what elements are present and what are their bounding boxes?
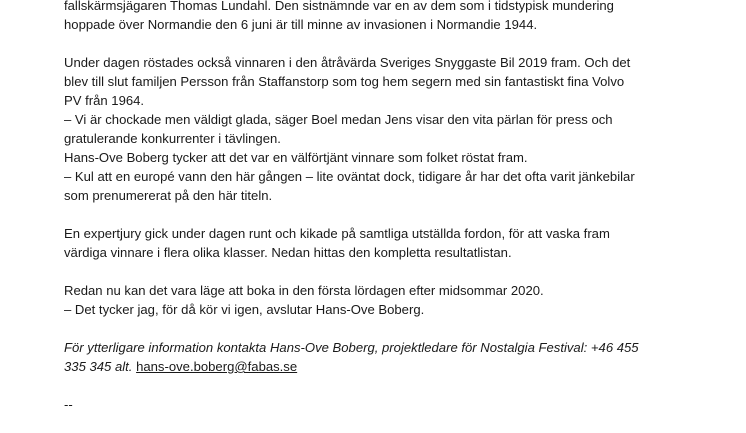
- text-line: Redan nu kan det vara läge att boka in den första lördagen efter midsommar 2020.: [64, 283, 544, 298]
- text-line: – Vi är chockade men väldigt glada, säger Boel medan Jens visar den vita pärlan för press och: [64, 112, 613, 127]
- text-line: fallskärmsjägaren Thomas Lundahl. Den sistnämnde var en av dem som i tidstypisk mundering: [64, 0, 614, 13]
- text-line: PV från 1964.: [64, 93, 145, 108]
- paragraph-booking: [64, 281, 704, 319]
- text-line: blev till slut familjen Persson från Staffanstorp som tog hem segern med sin fantastiskt fina Volvo: [64, 74, 625, 89]
- paragraph-parachutist: [64, 0, 704, 34]
- paragraph-car-award: [64, 53, 704, 205]
- text-line: hoppade över Normandie den 6 juni är till minne av invasionen i Normandie 1944.: [64, 17, 538, 32]
- text-line: – Kul att en europé vann den här gången – lite oväntat dock, tidigare år har det ofta varit jänkebilar: [64, 169, 635, 184]
- text-line: En expertjury gick under dagen runt och kikade på samtliga utställda fordon, för att vaska fram: [64, 226, 610, 241]
- paragraph-contact: [64, 338, 704, 376]
- contact-phone-text: 335 345 alt.: [64, 359, 137, 374]
- text-line: värdiga vinnare i flera olika klasser. Nedan hittas den kompletta resultatlistan.: [64, 245, 512, 260]
- contact-email-link[interactable]: hans-ove.boberg@fabas.se: [136, 359, 298, 374]
- text-line: Under dagen röstades också vinnaren i den åtråvärda Sveriges Snyggaste Bil 2019 fram. Och det: [64, 55, 631, 70]
- text-line: – Det tycker jag, för då kör vi igen, avslutar Hans-Ove Boberg.: [64, 302, 425, 317]
- text-line: Hans-Ove Boberg tycker att det var en välförtjänt vinnare som folket röstat fram.: [64, 150, 528, 165]
- text-line: som prenumererat på den här titeln.: [64, 188, 273, 203]
- paragraph-expert-jury: [64, 224, 704, 262]
- contact-line: För ytterligare information kontakta Hans-Ove Boberg, projektledare för Nostalgia Festival: +46 455: [64, 340, 639, 355]
- contact-line: [64, 357, 704, 376]
- separator: --: [64, 397, 73, 412]
- document-page: [64, 0, 704, 433]
- text-line: gratulerande konkurrenter i tävlingen.: [64, 131, 281, 146]
